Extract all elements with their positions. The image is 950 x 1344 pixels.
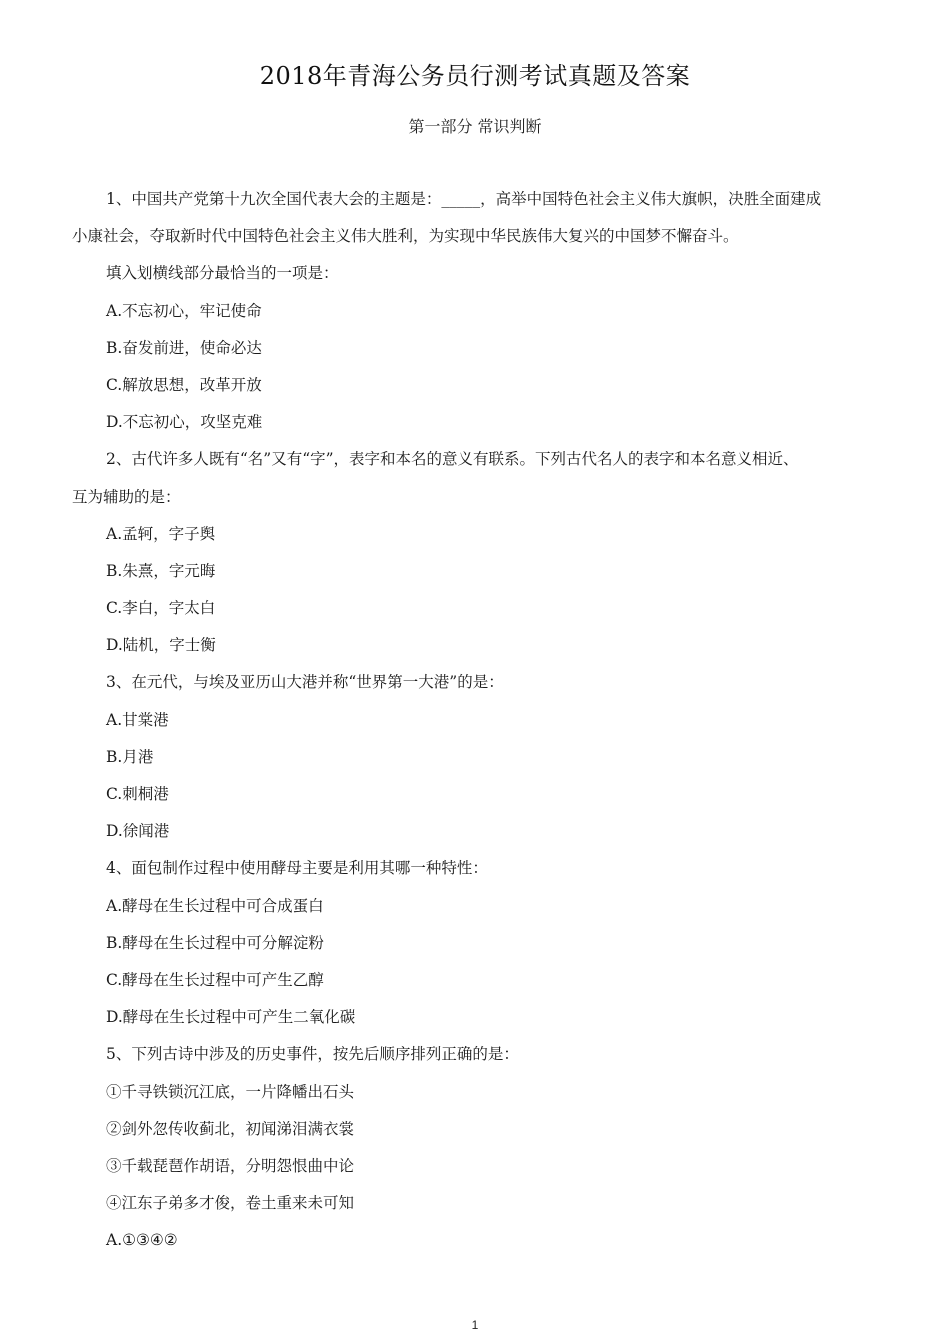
question-5-poem-1: ①千寻铁锁沉江底，一片降幡出石头: [106, 1082, 355, 1101]
question-3-option-d: D.徐闻港: [106, 822, 170, 841]
question-4-option-a: A.酵母在生长过程中可合成蛋白: [106, 896, 324, 915]
question-2-option-c: C.李白，字太白: [106, 599, 216, 618]
page-title: 2018年青海公务员行测考试真题及答案: [259, 62, 691, 90]
question-5-poem-4: ④江东子弟多才俊，卷土重来未可知: [106, 1194, 355, 1213]
question-3-stem: 3、在元代，与埃及亚历山大港并称“世界第一大港”的是：: [106, 673, 504, 692]
question-4-stem: 4、面包制作过程中使用酵母主要是利用其哪一种特性：: [106, 859, 488, 878]
question-3-option-b: B.月港: [106, 747, 154, 766]
question-2-option-b: B.朱熹，字元晦: [106, 561, 216, 580]
question-1-option-c: C.解放思想，改革开放: [106, 375, 262, 394]
question-2-stem: 2、古代许多人既有“名”又有“字”，表字和本名的意义有联系。下列古代名人的表字和本名意义相近、: [106, 450, 799, 469]
question-5-stem: 5、下列古诗中涉及的历史事件，按先后顺序排列正确的是：: [106, 1045, 519, 1064]
question-5-option-a: A.①③④②: [106, 1231, 178, 1250]
question-2-option-a: A.孟轲，字子舆: [106, 524, 216, 543]
question-4-option-d: D.酵母在生长过程中可产生二氧化碳: [106, 1008, 356, 1027]
question-2-option-d: D.陆机，字士衡: [106, 636, 216, 655]
question-3-option-c: C.刺桐港: [106, 785, 169, 803]
section-heading: 第一部分 常识判断: [408, 117, 542, 136]
question-3-option-a: A.甘棠港: [106, 710, 169, 729]
question-1-prompt: 填入划横线部分最恰当的一项是：: [106, 264, 339, 283]
question-5-poem-2: ②剑外忽传收蓟北，初闻涕泪满衣裳: [106, 1119, 355, 1138]
question-5-poem-3: ③千载琵琶作胡语，分明怨恨曲中论: [106, 1156, 355, 1175]
question-4-option-c: C.酵母在生长过程中可产生乙醇: [106, 970, 324, 989]
question-4-option-b: B.酵母在生长过程中可分解淀粉: [106, 933, 324, 952]
document-body: [72, 186, 882, 1264]
question-1-stem: 1、中国共产党第十九次全国代表大会的主题是：_____，高举中国特色社会主义伟大旗帜，决胜全面建成: [106, 190, 822, 208]
question-1-option-d: D.不忘初心，攻坚克难: [106, 413, 263, 432]
question-1-option-a: A.不忘初心，牢记使命: [106, 301, 262, 320]
page-number: 1: [471, 1318, 479, 1332]
question-1-stem-cont: 小康社会，夺取新时代中国特色社会主义伟大胜利，为实现中华民族伟大复兴的中国梦不懈奋斗。: [72, 227, 739, 246]
question-1-option-b: B.奋发前进，使命必达: [106, 338, 262, 357]
question-2-stem-cont: 互为辅助的是：: [72, 487, 181, 506]
